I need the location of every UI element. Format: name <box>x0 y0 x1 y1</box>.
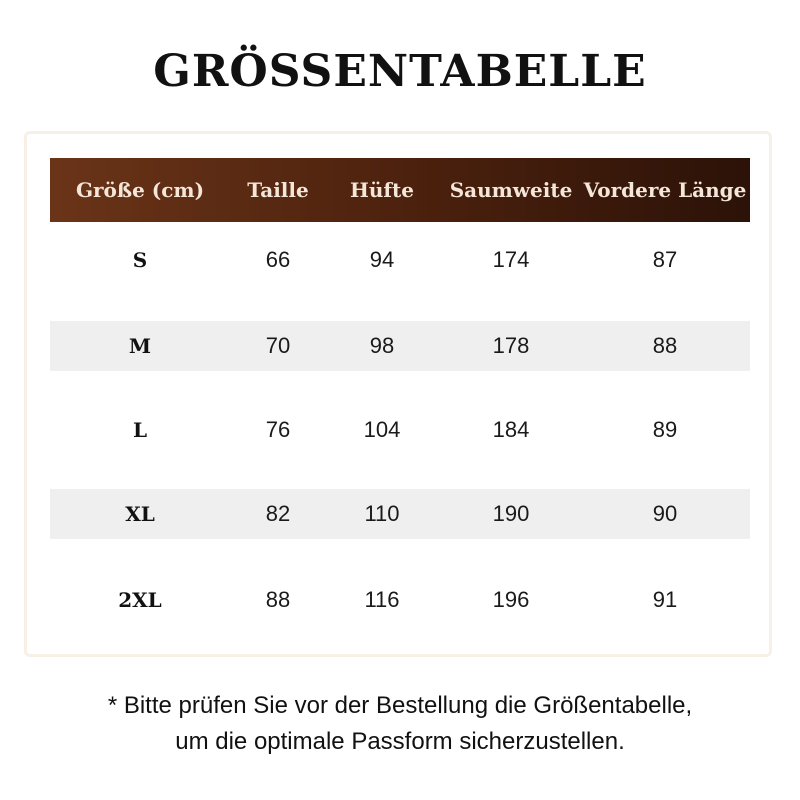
table-header <box>50 158 750 222</box>
huefte-cell: 94 <box>369 247 395 272</box>
header-huefte: Hüfte <box>349 178 414 202</box>
vordere-laenge-cell: 91 <box>652 587 678 612</box>
vordere-laenge-cell: 88 <box>652 333 678 358</box>
taille-cell: 70 <box>265 333 291 358</box>
table-row <box>50 321 750 371</box>
size-cell: L <box>132 418 148 442</box>
table-row <box>50 575 750 625</box>
header-size: Größe (cm) <box>75 178 205 202</box>
saumweite-cell: 196 <box>492 587 530 612</box>
huefte-cell: 116 <box>364 587 400 612</box>
size-cell: 2XL <box>118 588 162 612</box>
taille-cell: 82 <box>265 501 291 526</box>
table-row <box>50 489 750 539</box>
huefte-cell: 104 <box>363 417 401 442</box>
size-cell: M <box>128 334 152 358</box>
header-saumweite: Saumweite <box>449 178 573 202</box>
taille-cell: 66 <box>265 247 291 272</box>
size-cell: S <box>132 248 148 272</box>
size-cell: XL <box>125 502 155 526</box>
taille-cell: 76 <box>265 417 291 442</box>
table-row <box>50 405 750 455</box>
saumweite-cell: 174 <box>492 247 530 272</box>
footnote-line-1: * Bitte prüfen Sie vor der Bestellung die Größentabelle, <box>107 692 693 719</box>
vordere-laenge-cell: 89 <box>652 417 678 442</box>
huefte-cell: 110 <box>364 501 400 526</box>
footnote <box>0 688 800 760</box>
huefte-cell: 98 <box>369 333 395 358</box>
page-title: GRÖSSENTABELLE <box>153 46 647 97</box>
saumweite-cell: 190 <box>492 501 530 526</box>
saumweite-cell: 184 <box>492 417 530 442</box>
taille-cell: 88 <box>265 587 291 612</box>
table-row <box>50 235 750 285</box>
vordere-laenge-cell: 90 <box>652 501 678 526</box>
header-taille: Taille <box>247 178 309 202</box>
footnote-line-2: um die optimale Passform sicherzustellen. <box>175 728 625 755</box>
header-vordere-laenge: Vordere Länge <box>583 178 747 202</box>
saumweite-cell: 178 <box>492 333 530 358</box>
vordere-laenge-cell: 87 <box>652 247 678 272</box>
